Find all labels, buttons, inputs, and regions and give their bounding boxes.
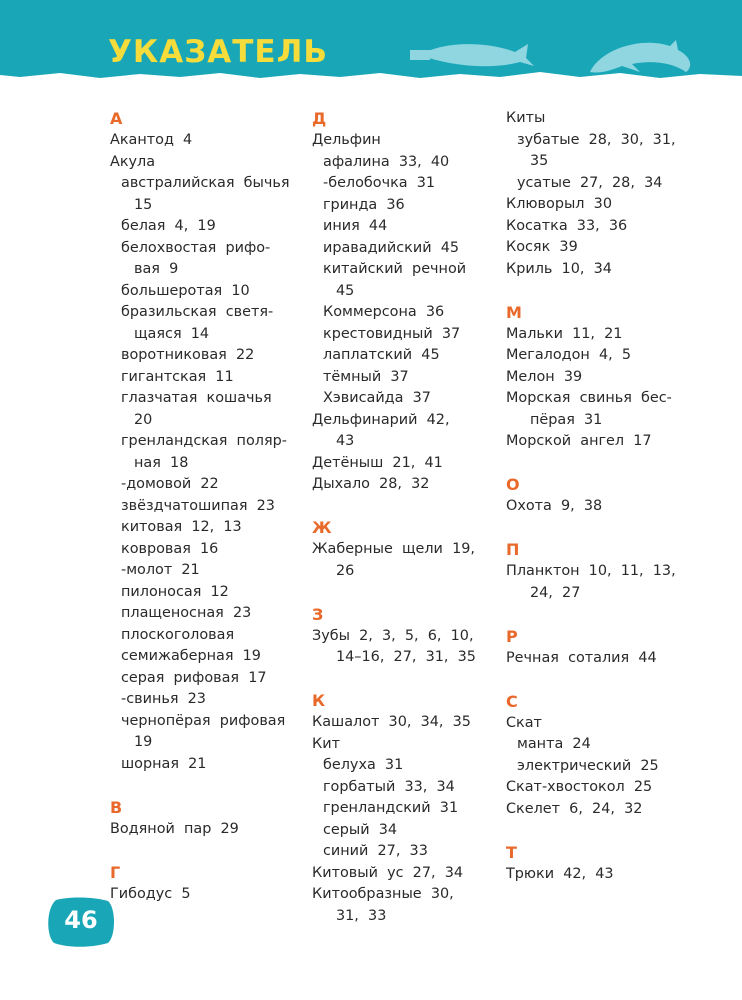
index-subentry: тёмный 37 bbox=[323, 368, 409, 385]
section-spacer bbox=[110, 840, 290, 862]
index-entry: Охота 9, 38 bbox=[506, 498, 603, 514]
page-title: УКАЗАТЕЛЬ bbox=[108, 34, 328, 70]
index-continuation: 26 bbox=[336, 562, 355, 579]
index-subentry: глазчатая кошачья bbox=[121, 390, 272, 406]
index-subentry: ковровая 16 bbox=[121, 540, 219, 557]
index-subentry: лаплатский 45 bbox=[323, 347, 440, 363]
index-entry: Криль 10, 34 bbox=[506, 260, 612, 277]
index-entry: Морская свинья бес- bbox=[506, 390, 672, 406]
index-subentry: -свинья 23 bbox=[121, 691, 206, 707]
index-letter-heading: Т bbox=[506, 842, 517, 862]
index-entry: Мегалодон 4, 5 bbox=[506, 347, 631, 363]
index-entry: Скат-хвостокол 25 bbox=[506, 779, 653, 795]
index-subentry: бразильская светя- bbox=[121, 304, 274, 320]
index-letter-heading: Д bbox=[312, 109, 327, 128]
index-entry: Китообразные 30, bbox=[312, 886, 454, 902]
index-entry: Акантод 4 bbox=[110, 132, 193, 148]
index-continuation: 15 bbox=[134, 196, 153, 213]
index-subentry: иравадийский 45 bbox=[323, 239, 460, 256]
section-spacer bbox=[506, 453, 686, 475]
index-entry: Трюки 42, 43 bbox=[506, 865, 614, 882]
index-letter-heading: З bbox=[312, 604, 324, 624]
index-entry: Мелон 39 bbox=[506, 368, 583, 385]
index-subentry: большеротая 10 bbox=[121, 282, 250, 299]
index-entry: Морской ангел 17 bbox=[506, 433, 652, 449]
index-column-1 bbox=[110, 108, 290, 905]
index-continuation: ная 18 bbox=[134, 454, 189, 471]
index-entry: Жаберные щели 19, bbox=[312, 541, 475, 557]
index-entry: Гибодус 5 bbox=[110, 885, 191, 902]
index-subentry: электрический 25 bbox=[517, 757, 659, 774]
index-entry: Косяк 39 bbox=[506, 239, 578, 255]
index-entry: Скат bbox=[506, 714, 542, 731]
index-subentry: плащеносная 23 bbox=[121, 605, 252, 621]
index-subentry: белуха 31 bbox=[323, 757, 404, 773]
index-letter-heading: В bbox=[110, 797, 123, 817]
index-continuation: 20 bbox=[134, 411, 153, 428]
index-subentry: афалина 33, 40 bbox=[323, 153, 450, 170]
index-entry: Киты bbox=[506, 110, 546, 126]
index-entry: Планктон 10, 11, 13, bbox=[506, 563, 676, 579]
index-subentry: -домовой 22 bbox=[121, 476, 219, 492]
index-subentry: серый 34 bbox=[323, 821, 398, 838]
index-subentry: -белобочка 31 bbox=[323, 175, 436, 191]
index-subentry: пилоносая 12 bbox=[121, 583, 229, 600]
section-spacer bbox=[506, 669, 686, 691]
index-subentry: белохвостая рифо- bbox=[121, 239, 271, 256]
section-spacer bbox=[312, 496, 492, 518]
section-spacer bbox=[506, 820, 686, 842]
index-subentry: усатые 27, 28, 34 bbox=[517, 174, 663, 191]
index-continuation: 24, 27 bbox=[530, 584, 581, 601]
section-spacer bbox=[110, 775, 290, 797]
index-letter-heading: М bbox=[506, 302, 522, 322]
index-letter-heading: Р bbox=[506, 626, 518, 646]
section-spacer bbox=[506, 280, 686, 302]
index-continuation: щаяся 14 bbox=[134, 325, 210, 342]
index-subentry: Хэвисайда 37 bbox=[323, 390, 431, 406]
index-letter-heading: О bbox=[506, 475, 520, 494]
index-column-2 bbox=[312, 108, 492, 927]
index-continuation: вая 9 bbox=[134, 261, 179, 277]
index-subentry: звёздчатошипая 23 bbox=[121, 497, 275, 514]
index-entry: Детёныш 21, 41 bbox=[312, 454, 443, 471]
index-subentry: гренландский 31 bbox=[323, 800, 459, 816]
index-letter-heading: Г bbox=[110, 862, 121, 882]
section-spacer bbox=[506, 518, 686, 540]
index-entry: Водяной пар 29 bbox=[110, 820, 239, 837]
index-subentry: китовая 12, 13 bbox=[121, 519, 242, 535]
index-subentry: гринда 36 bbox=[323, 196, 405, 213]
index-subentry: австралийская бычья bbox=[121, 175, 290, 191]
index-column-3 bbox=[506, 108, 686, 885]
index-entry: Скелет 6, 24, 32 bbox=[506, 800, 643, 817]
index-letter-heading: П bbox=[506, 540, 520, 559]
page-number: 46 bbox=[64, 906, 98, 934]
index-letter-heading: К bbox=[312, 691, 326, 710]
index-continuation: 35 bbox=[530, 153, 549, 169]
index-subentry: зубатые 28, 30, 31, bbox=[517, 131, 676, 148]
index-entry: Кит bbox=[312, 735, 340, 752]
index-subentry: -молот 21 bbox=[121, 562, 200, 578]
index-subentry: серая рифовая 17 bbox=[121, 669, 267, 686]
index-entry: Клюворыл 30 bbox=[506, 196, 612, 212]
index-subentry: манта 24 bbox=[517, 736, 591, 752]
index-continuation: 45 bbox=[336, 282, 355, 299]
index-continuation: 43 bbox=[336, 433, 355, 449]
index-subentry: шорная 21 bbox=[121, 755, 207, 772]
index-entry: Кашалот 30, 34, 35 bbox=[312, 714, 471, 730]
index-continuation: 19 bbox=[134, 734, 153, 750]
index-entry: Косатка 33, 36 bbox=[506, 217, 628, 234]
section-spacer bbox=[312, 669, 492, 691]
index-subentry: плоскоголовая bbox=[121, 626, 235, 643]
index-subentry: горбатый 33, 34 bbox=[323, 778, 455, 795]
index-subentry: воротниковая 22 bbox=[121, 347, 255, 363]
index-subentry: иния 44 bbox=[323, 218, 388, 234]
index-subentry: Коммерсона 36 bbox=[323, 304, 445, 320]
index-subentry: китайский речной bbox=[323, 261, 467, 277]
index-letter-heading: С bbox=[506, 691, 518, 711]
index-entry: Мальки 11, 21 bbox=[506, 325, 623, 342]
index-continuation: 14–16, 27, 31, 35 bbox=[336, 649, 476, 665]
index-subentry: семижаберная 19 bbox=[121, 648, 261, 664]
index-entry: Дыхало 28, 32 bbox=[312, 476, 430, 492]
index-entry: Китовый ус 27, 34 bbox=[312, 864, 464, 881]
index-subentry: синий 27, 33 bbox=[323, 843, 428, 859]
index-subentry: гигантская 11 bbox=[121, 368, 234, 385]
index-subentry: белая 4, 19 bbox=[121, 218, 216, 234]
index-entry: Речная соталия 44 bbox=[506, 649, 657, 666]
index-subentry: чернопёрая рифовая bbox=[121, 712, 286, 729]
index-letter-heading: А bbox=[110, 109, 123, 128]
index-continuation: пёрая 31 bbox=[530, 411, 603, 428]
index-entry: Дельфин bbox=[312, 132, 381, 148]
section-spacer bbox=[506, 604, 686, 626]
index-entry: Зубы 2, 3, 5, 6, 10, bbox=[312, 627, 474, 644]
index-continuation: 31, 33 bbox=[336, 907, 387, 924]
index-letter-heading: Ж bbox=[312, 518, 332, 537]
index-entry: Дельфинарий 42, bbox=[312, 411, 450, 428]
index-entry: Акула bbox=[110, 153, 156, 170]
index-subentry: гренландская поляр- bbox=[121, 433, 287, 449]
index-subentry: крестовидный 37 bbox=[323, 325, 461, 342]
section-spacer bbox=[312, 582, 492, 604]
